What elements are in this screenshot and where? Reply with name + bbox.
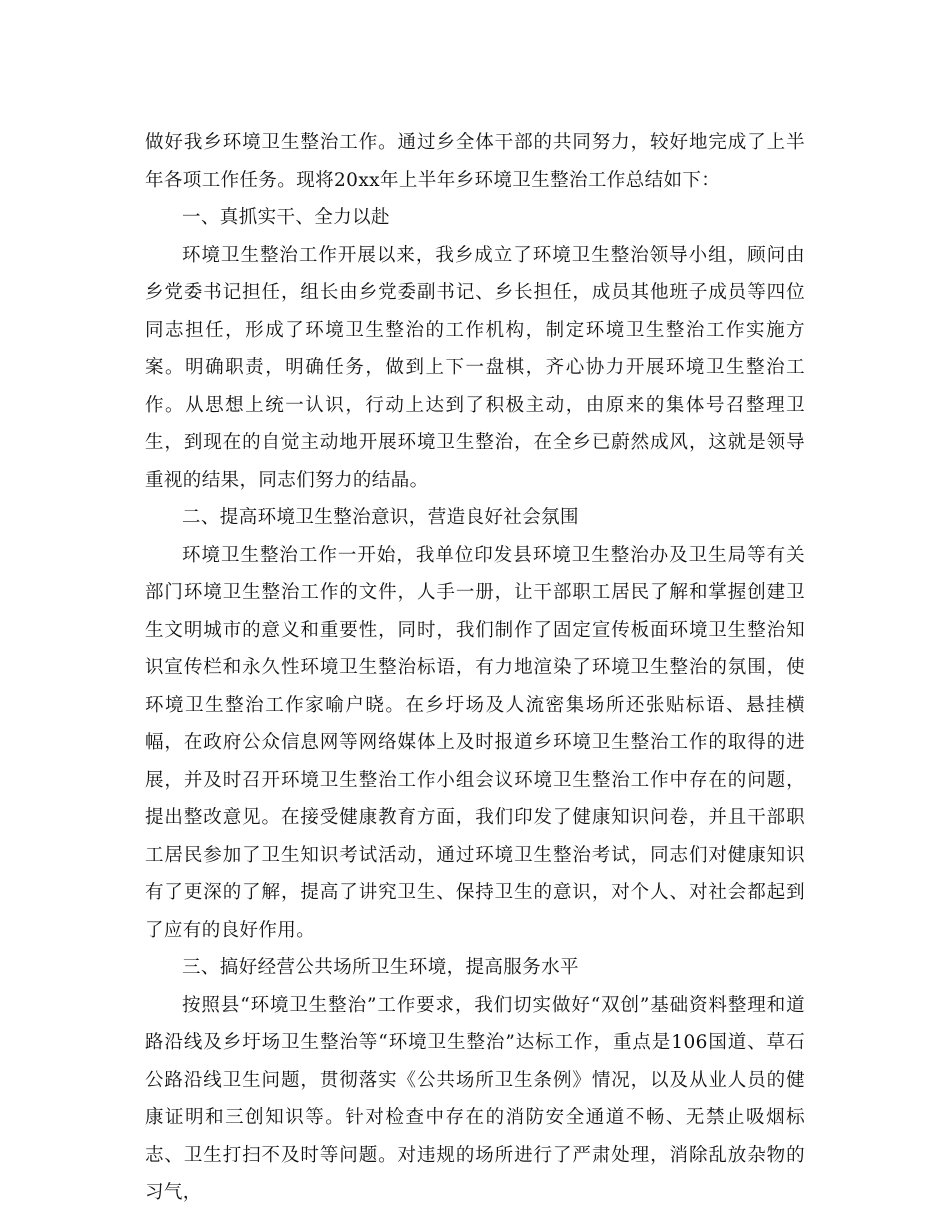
body-paragraph-intro: 做好我乡环境卫生整治工作。通过乡全体干部的共同努力，较好地完成了上半年各项工作任务。现将20xx年上半年乡环境卫生整治工作总结如下： xyxy=(145,132,805,191)
body-paragraph-section-1: 环境卫生整治工作开展以来，我乡成立了环境卫生整治领导小组，顾问由乡党委书记担任，组长由乡党委副书记、乡长担任，成员其他班子成员等四位同志担任，形成了环境卫生整治的工作机构，制定环境卫生整治工作实施方案。明确职责，明确任务，做到上下一盘棋，齐心协力开展环境卫生整治工作。从思想上统一认识，行动上达到了积极主动，由原来的集体号召整理卫生，到现在的自觉主动地开展环境卫生整治，在全乡已蔚然成风，这就是领导重视的结果，同志们努力的结晶。 xyxy=(145,244,805,491)
body-paragraph-section-2: 环境卫生整治工作一开始，我单位印发县环境卫生整治办及卫生局等有关部门环境卫生整治工作的文件，人手一册，让干部职工居民了解和掌握创建卫生文明城市的意义和重要性，同时，我们制作了固定宣传板面环境卫生整治知识宣传栏和永久性环境卫生整治标语，有力地渲染了环境卫生整治的氛围，使环境卫生整治工作家喻户晓。在乡圩场及人流密集场所还张贴标语、悬挂横幅，在政府公众信息网等网络媒体上及时报道乡环境卫生整治工作的取得的进展，并及时召开环境卫生整治工作小组会议环境卫生整治工作中存在的问题，提出整改意见。在接受健康教育方面，我们印发了健康知识问卷，并且干部职工居民参加了卫生知识考试活动，通过环境卫生整治考试，同志们对健康知识有了更深的了解，提高了讲究卫生、保持卫生的意识，对个人、对社会都起到了应有的良好作用。 xyxy=(145,544,805,941)
section-heading-1: 一、真抓实干、全力以赴 xyxy=(182,207,390,228)
body-paragraph-section-3: 按照县“环境卫生整治”工作要求，我们切实做好“双创”基础资料整理和道路沿线及乡圩场卫生整治等“环境卫生整治”达标工作，重点是106国道、草石公路沿线卫生问题，贯彻落实《公共场所卫生条例》情况，以及从业人员的健康证明和三创知识等。针对检查中存在的消防安全通道不畅、无禁止吸烟标志、卫生打扫不及时等问题。对违规的场所进行了严肃处理，消除乱放杂物的习气， xyxy=(145,994,805,1203)
document-body xyxy=(145,124,805,1212)
section-heading-2: 二、提高环境卫生整治意识，营造良好社会氛围 xyxy=(182,507,579,528)
section-heading-3: 三、搞好经营公共场所卫生环境，提高服务水平 xyxy=(182,957,579,978)
